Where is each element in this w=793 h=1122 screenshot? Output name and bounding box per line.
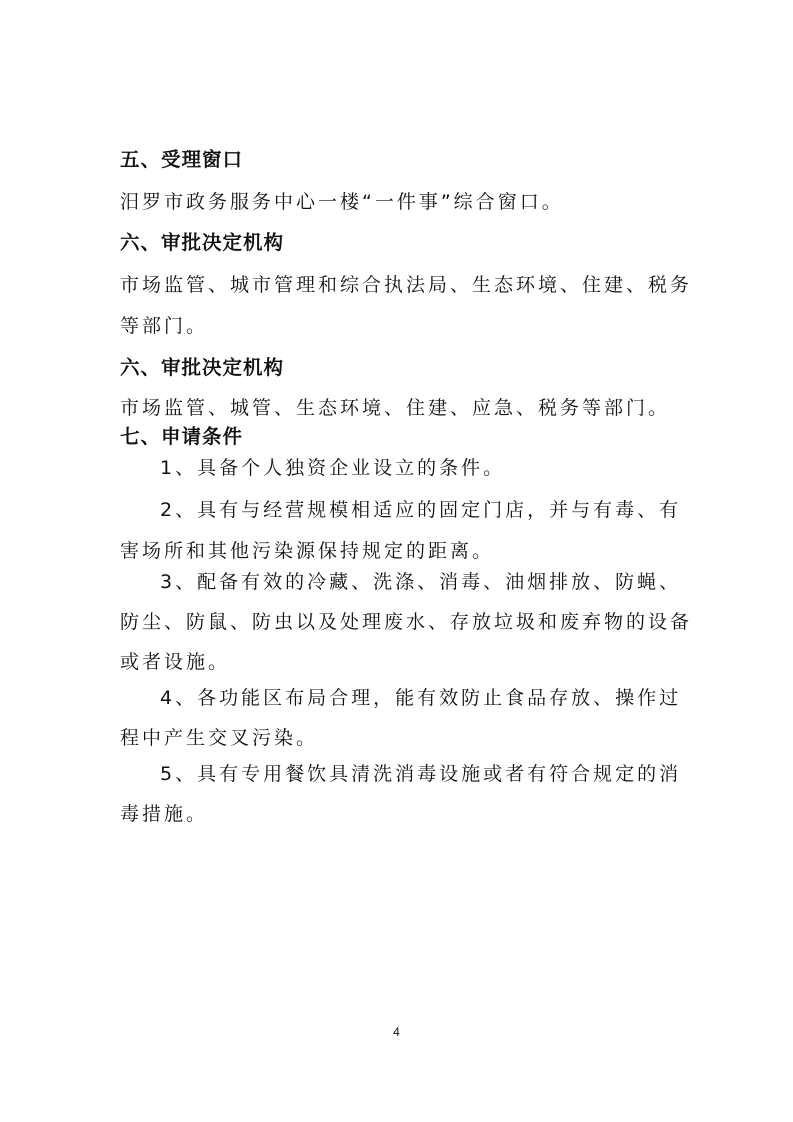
condition-4-line-2: 程中产生交叉污染。 (120, 727, 319, 749)
approval-authority-text-line-1: 市场监管、城市管理和综合执法局、生态环境、住建、税务 (120, 274, 693, 296)
condition-3-line-2: 防尘、防鼠、防虫以及处理废水、存放垃圾和废弃物的设备 (120, 611, 693, 633)
approval-authority-repeat-text: 市场监管、城管、生态环境、住建、应急、税务等部门。 (120, 397, 671, 419)
condition-1-line-1: 1、具备个人独资企业设立的条件。 (160, 457, 506, 479)
condition-4-line-1: 4、各功能区布局合理，能有效防止食品存放、操作过 (160, 687, 682, 709)
condition-3-line-1: 3、配备有效的冷藏、洗涤、消毒、油烟排放、防蝇、 (160, 571, 682, 593)
condition-2-line-2: 害场所和其他污染源保持规定的距离。 (120, 540, 495, 562)
condition-5-line-2: 毒措施。 (120, 803, 209, 825)
section-heading-approval-authority-repeat: 六、审批决定机构 (120, 356, 285, 379)
page-number: 4 (393, 1025, 400, 1039)
section-heading-acceptance-window: 五、受理窗口 (120, 148, 244, 171)
condition-5-line-1: 5、具有专用餐饮具清洗消毒设施或者有符合规定的消 (160, 763, 682, 785)
approval-authority-text-line-2: 等部门。 (120, 315, 209, 337)
section-heading-application-conditions: 七、申请条件 (120, 425, 244, 448)
section-heading-approval-authority: 六、审批决定机构 (120, 231, 285, 254)
condition-2-line-1: 2、具有与经营规模相适应的固定门店，并与有毒、有 (160, 499, 682, 521)
acceptance-window-text: 汨罗市政务服务中心一楼“一件事”综合窗口。 (120, 191, 564, 213)
condition-3-line-3: 或者设施。 (120, 651, 231, 673)
